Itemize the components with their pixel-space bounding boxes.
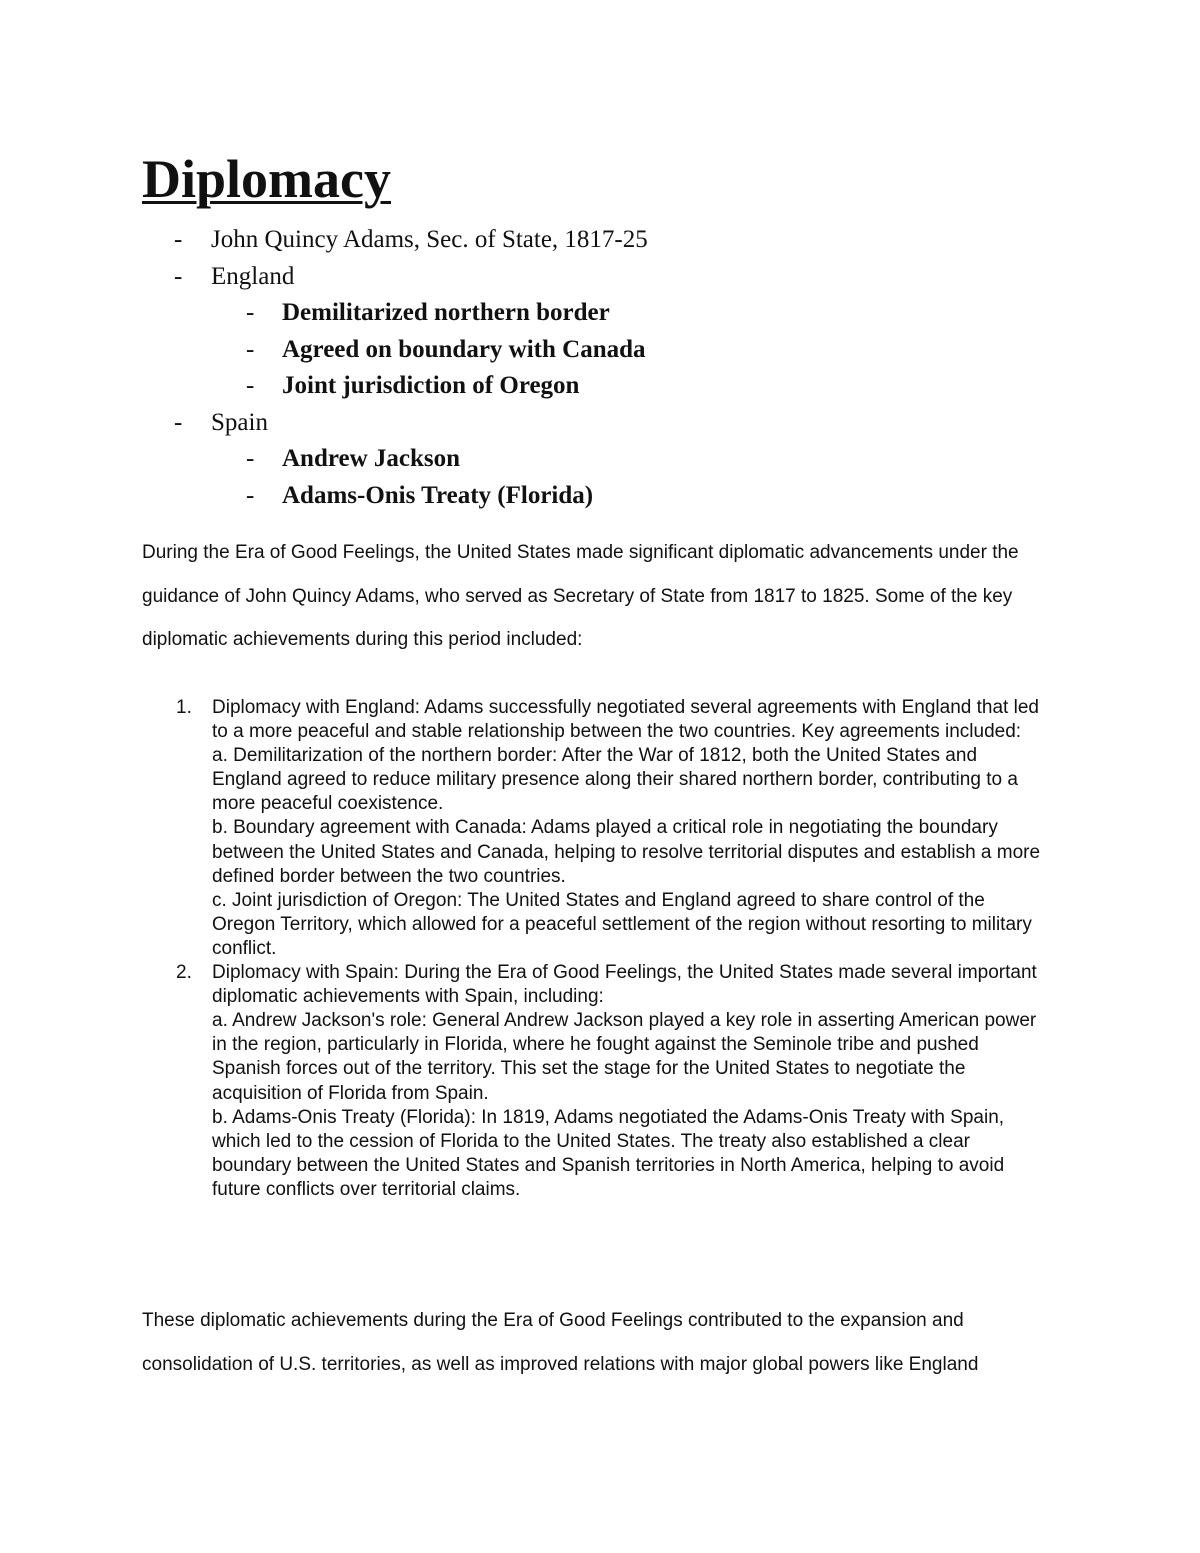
outline-item (0, 405, 1200, 442)
outline-item-text: John Quincy Adams, Sec. of State, 1817-25 (211, 226, 648, 253)
outline-marker: - (246, 445, 255, 472)
list-number: 1. (176, 697, 192, 718)
outline-subitem (0, 368, 1200, 405)
outline-subitem-text: Joint jurisdiction of Oregon (282, 372, 580, 399)
outline-subitem (0, 295, 1200, 332)
outline-subitem-text: Adams-Onis Treaty (Florida) (282, 481, 594, 509)
outline-subitem-text: Agreed on boundary with Canada (282, 335, 646, 363)
sub-point: a. Demilitarization of the northern border: After the War of 1812, both the United States and England agreed to reduce military presence along their shared northern border, contributing to a more peaceful coexistence. (212, 745, 1018, 815)
page-title: Diplomacy (142, 149, 391, 209)
outline-marker: - (246, 299, 255, 326)
outline-item-text: England (211, 262, 295, 290)
closing-paragraph: These diplomatic achievements during the Era of Good Feelings contributed to the expansion and consolidation of U.S. territories, as well as improved relations with major global powers like England (142, 1310, 979, 1375)
numbered-item-text: Diplomacy with Spain: During the Era of Good Feelings, the United States made several important diplomatic achievements with Spain, including: (212, 962, 1037, 1008)
outline-subitem (0, 332, 1200, 369)
outline-subitem (0, 478, 1200, 515)
outline-marker: - (174, 262, 183, 290)
outline-list (0, 222, 1200, 514)
sub-point: b. Boundary agreement with Canada: Adams played a critical role in negotiating the boundary between the United States and Canada, helping to resolve territorial disputes and establish a more defined border between the two countries. (212, 817, 1041, 887)
sub-point: c. Joint jurisdiction of Oregon: The United States and England agreed to share control of the Oregon Territory, which allowed for a peaceful settlement of the region without resorting to military conflict. (212, 889, 1032, 959)
sub-point: a. Andrew Jackson's role: General Andrew Jackson played a key role in asserting American power in the region, particularly in Florida, where he fought against the Seminole tribe and pushed Spanish forces out of the territory. This set the stage for the United States to negotiate the acquisition of Florida from Spain. (212, 1010, 1037, 1104)
outline-subitem-text: Andrew Jackson (282, 445, 461, 472)
numbered-item (0, 961, 1044, 1202)
outline-marker: - (174, 226, 183, 253)
numbered-list (0, 696, 1200, 1202)
outline-item-text: Spain (211, 408, 268, 436)
outline-marker: - (246, 372, 255, 399)
list-number: 2. (176, 962, 192, 984)
outline-marker: - (174, 408, 183, 436)
outline-item (0, 259, 1200, 296)
sub-point: b. Adams-Onis Treaty (Florida): In 1819, Adams negotiated the Adams-Onis Treaty with Spain, which led to the cession of Florida to the United States. The treaty also established a clear boundary between the United States and Spanish territories in North America, helping to avoid future conflicts over territorial claims. (212, 1106, 1005, 1200)
outline-marker: - (246, 335, 255, 363)
outline-subitem (0, 441, 1200, 478)
intro-paragraph: During the Era of Good Feelings, the United States made significant diplomatic advancements under the guidance of John Quincy Adams, who served as Secretary of State from 1817 to 1825. Some of the key diplomatic achievements during this period included: (142, 542, 1019, 650)
outline-subitem-text: Demilitarized northern border (282, 299, 610, 326)
outline-item (0, 222, 1200, 259)
numbered-item (0, 696, 1044, 961)
numbered-item-text: Diplomacy with England: Adams successfully negotiated several agreements with England that led to a more peaceful and stable relationship between the two countries. Key agreements included: (212, 697, 1039, 743)
outline-marker: - (246, 481, 255, 509)
